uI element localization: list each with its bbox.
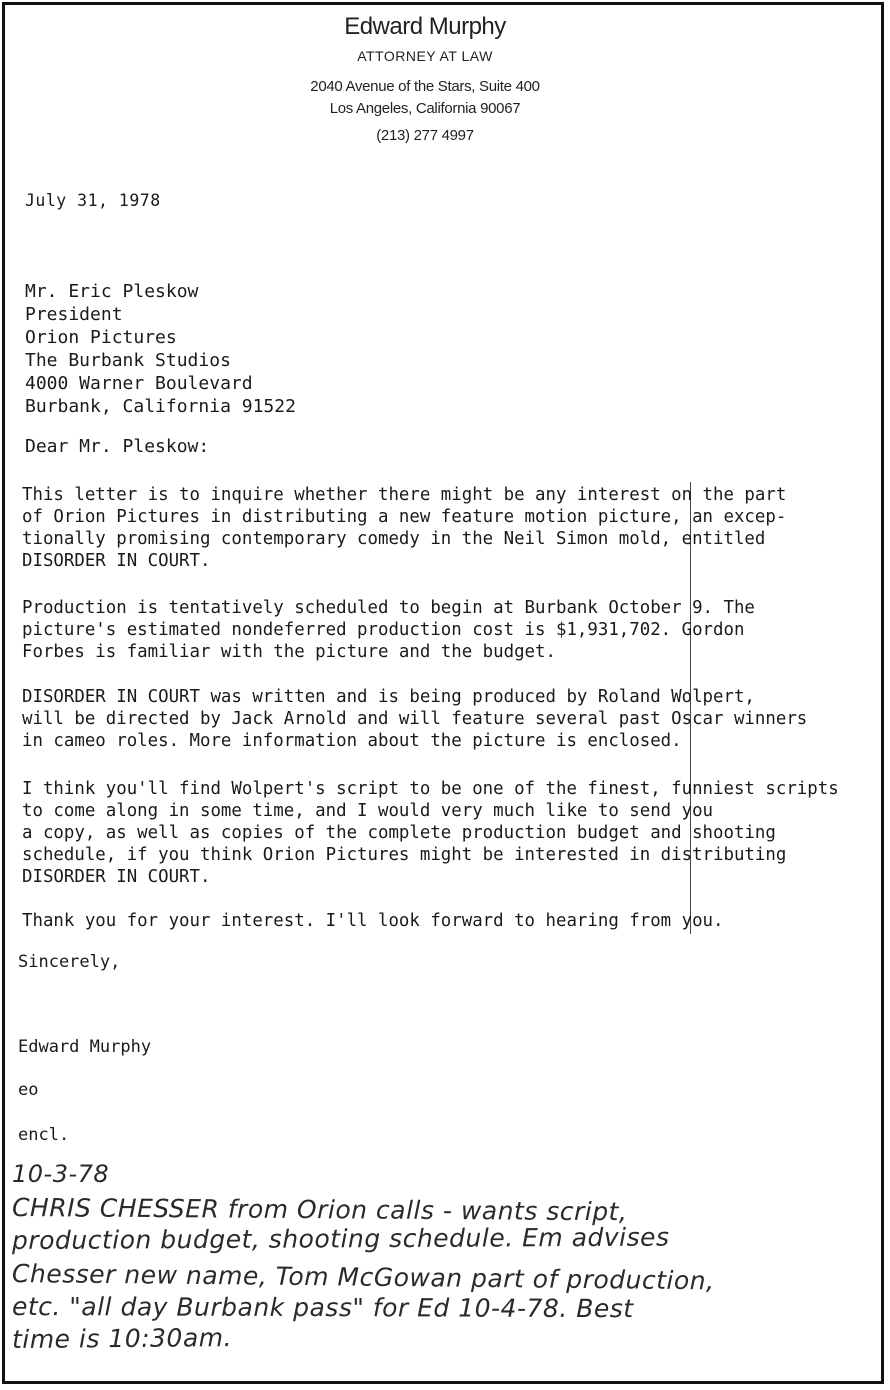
- salutation: Dear Mr. Pleskow:: [25, 436, 210, 457]
- letterhead-name: Edward Murphy: [344, 13, 506, 40]
- letterhead: [200, 10, 650, 147]
- typist-initials: eo: [18, 1080, 39, 1100]
- handwritten-line: Chesser new name, Tom McGowan part of production,: [11, 1259, 715, 1296]
- letter-date: July 31, 1978: [25, 191, 161, 210]
- recipient-address: [25, 280, 296, 418]
- recipient-city: Burbank, California 91522: [25, 396, 296, 417]
- paragraph-line: schedule, if you think Orion Pictures might be interested in distributing: [22, 845, 787, 865]
- enclosure-notation: encl.: [18, 1125, 70, 1145]
- handwritten-line: CHRIS CHESSER from Orion calls - wants script,: [11, 1193, 628, 1227]
- recipient-title: President: [25, 304, 123, 325]
- body-paragraph-4: [22, 778, 839, 888]
- paragraph-line: will be directed by Jack Arnold and will feature several past Oscar winners: [22, 709, 808, 729]
- recipient-street: 4000 Warner Boulevard: [25, 373, 253, 394]
- paragraph-line: picture's estimated nondeferred production cost is $1,931,702. Gordon: [22, 620, 745, 640]
- letterhead-address-line2: Los Angeles, California 90067: [329, 100, 521, 117]
- paragraph-line: tionally promising contemporary comedy in the Neil Simon mold, entitled: [22, 529, 766, 549]
- body-paragraph-3: [22, 686, 807, 752]
- body-paragraph-2: [22, 597, 755, 663]
- handwritten-line: production budget, shooting schedule. Em advises: [11, 1222, 670, 1255]
- paragraph-line: This letter is to inquire whether there might be any interest on the part: [22, 485, 787, 505]
- letterhead-address-line1: 2040 Avenue of the Stars, Suite 400: [310, 78, 540, 95]
- handwritten-line: time is 10:30am.: [11, 1323, 233, 1354]
- paragraph-line: Production is tentatively scheduled to begin at Burbank October 9. The: [22, 598, 755, 618]
- paragraph-line: Forbes is familiar with the picture and the budget.: [22, 642, 556, 662]
- closing: Sincerely,: [18, 952, 121, 972]
- paragraph-line: in cameo roles. More information about the picture is enclosed.: [22, 731, 682, 751]
- handwritten-note: [12, 1158, 715, 1356]
- body-paragraph-1: [22, 484, 786, 572]
- paragraph-line: a copy, as well as copies of the complete production budget and shooting: [22, 823, 776, 843]
- paragraph-line: I think you'll find Wolpert's script to be one of the finest, funniest scripts: [22, 779, 839, 799]
- paragraph-line: of Orion Pictures in distributing a new feature motion picture, an excep-: [22, 507, 787, 527]
- body-paragraph-5: [22, 910, 724, 932]
- recipient-building: The Burbank Studios: [25, 350, 231, 371]
- paragraph-line: to come along in some time, and I would very much like to send you: [22, 801, 714, 821]
- paragraph-line: DISORDER IN COURT.: [22, 551, 211, 571]
- handwritten-line: etc. "all day Burbank pass" for Ed 10-4-78. Best: [11, 1292, 634, 1324]
- paragraph-line: DISORDER IN COURT.: [22, 867, 211, 887]
- handwritten-date: 10-3-78: [12, 1160, 110, 1188]
- letterhead-title: ATTORNEY AT LAW: [357, 48, 493, 64]
- recipient-name: Mr. Eric Pleskow: [25, 281, 199, 302]
- paragraph-line: Thank you for your interest. I'll look forward to hearing from you.: [22, 911, 724, 931]
- recipient-company: Orion Pictures: [25, 327, 177, 348]
- paragraph-line: DISORDER IN COURT was written and is being produced by Roland Wolpert,: [22, 687, 755, 707]
- letterhead-phone: (213) 277 4997: [376, 127, 474, 144]
- signature-name: Edward Murphy: [18, 1037, 152, 1057]
